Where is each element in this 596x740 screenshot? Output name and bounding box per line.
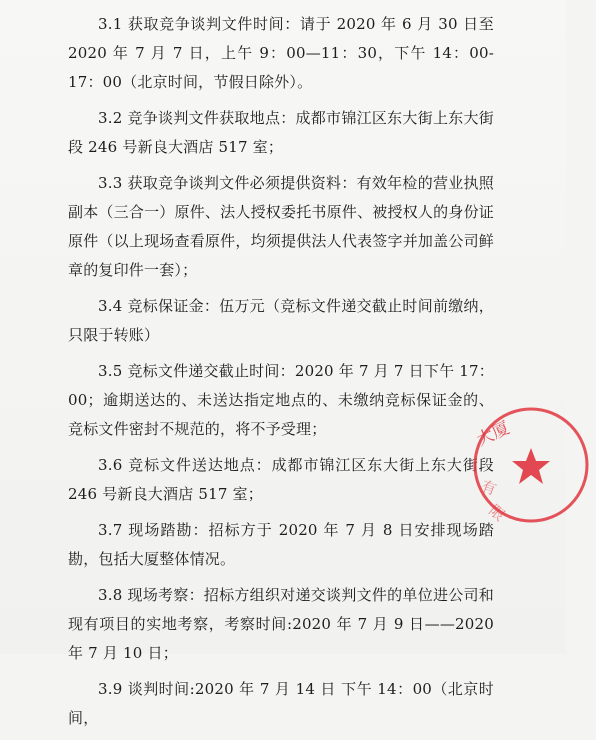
paragraph-3-6: 3.6 竞标文件送达地点：成都市锦江区东大街上东大街段 246 号新良大酒店 517 室； [68,456,494,503]
paragraph-3-3: 3.3 获取竞争谈判文件必须提供资料：有效年检的营业执照副本（三合一）原件、法人授权委托书原件、被授权人的身份证原件（以上现场查看原件，均须提供法人代表签字并加盖公司鲜章的复印件一套）； [68,174,494,279]
paragraph-3-4: 3.4 竞标保证金：伍万元（竞标文件递交截止时间前缴纳，只限于转账） [68,297,494,344]
paragraph-3-1: 3.1 获取竞争谈判文件时间：请于 2020 年 6 月 30 日至 2020 年 7 月 7 日，上午 9：00—11：30，下午 14：00-17：00（北京时间，节假日除外）。 [68,15,494,91]
paragraph-3-7: 3.7 现场踏勘：招标方于 2020 年 7 月 8 日安排现场踏勘，包括大厦整体情况。 [68,521,494,568]
paragraph-3-9: 3.9 谈判时间:2020 年 7 月 14 日 下午 14：00（北京时间， [68,680,494,727]
svg-text:有: 有 [478,476,499,499]
document-body [68,10,494,740]
seal-icon [466,400,596,530]
svg-text:大厦: 大厦 [473,418,513,451]
svg-text:限: 限 [485,501,509,525]
paragraph-3-2: 3.2 竞争谈判文件获取地点：成都市锦江区东大街上东大街段 246 号新良大酒店 517 室； [68,109,494,156]
paragraph-3-8: 3.8 现场考察：招标方组织对递交谈判文件的单位进公司和现有项目的实地考察，考察时间:2020 年 7 月 9 日——2020 年 7 月 10 日； [68,586,494,662]
company-seal-stamp [466,400,596,530]
paragraph-3-5: 3.5 竞标文件递交截止时间：2020 年 7 月 7 日下午 17：00；逾期送达的、未送达指定地点的、未缴纳竞标保证金的、竞标文件密封不规范的，将不予受理； [68,362,494,438]
